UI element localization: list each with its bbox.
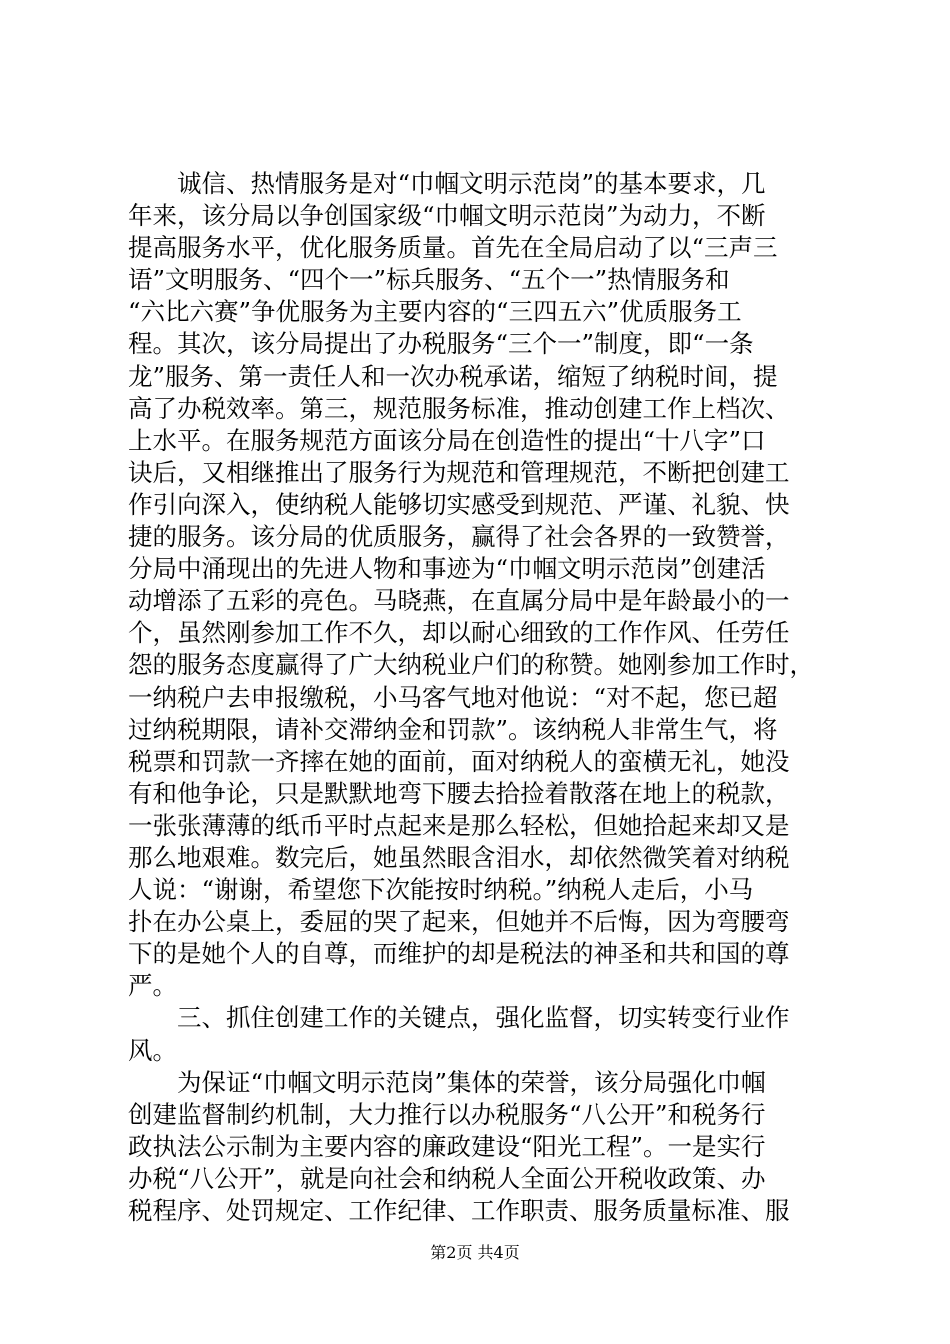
text-line: 年来，该分局以争创国家级“巾帼文明示范岗”为动力，不断	[128, 201, 766, 231]
text-line: 捷的服务。该分局的优质服务，赢得了社会各界的一致赞誉，	[128, 522, 790, 552]
text-line: 税票和罚款一齐摔在她的面前，面对纳税人的蛮横无礼，她没	[128, 746, 790, 776]
text-line: 办税“八公开”，就是向社会和纳税人全面公开税收政策、办	[128, 1163, 766, 1193]
text-line: 政执法公示制为主要内容的廉政建设“阳光工程”。一是实行	[128, 1131, 766, 1161]
page-footer	[0, 1243, 950, 1263]
text-line: 创建监督制约机制，大力推行以办税服务“八公开”和税务行	[128, 1099, 766, 1129]
section-heading-line: 风。	[128, 1035, 177, 1065]
text-line: 下的是她个人的自尊，而维护的却是税法的神圣和共和国的尊	[128, 939, 790, 969]
text-line: 上水平。在服务规范方面该分局在创造性的提出“十八字”口	[128, 425, 766, 455]
text-line: 有和他争论，只是默默地弯下腰去拾捡着散落在地上的税款，	[128, 778, 790, 808]
text-line: 一张张薄薄的纸币平时点起来是那么轻松，但她拾起来却又是	[128, 810, 790, 840]
text-line: 过纳税期限，请补交滞纳金和罚款”。该纳税人非常生气，将	[128, 714, 778, 744]
text-line: 严。	[128, 971, 177, 1001]
text-line: 动增添了五彩的亮色。马晓燕，在直属分局中是年龄最小的一	[128, 586, 790, 616]
text-line: 龙”服务、第一责任人和一次办税承诺，缩短了纳税时间，提	[128, 361, 778, 391]
text-line: 语”文明服务、“四个一”标兵服务、“五个一”热情服务和	[128, 265, 730, 295]
text-line: 一纳税户去申报缴税，小马客气地对他说：“对不起，您已超	[128, 682, 778, 712]
text-line: 高了办税效率。第三，规范服务标准，推动创建工作上档次、	[128, 393, 790, 423]
text-line: 诀后，又相继推出了服务行为规范和管理规范，不断把创建工	[128, 457, 790, 487]
text-line: 诚信、热情服务是对“巾帼文明示范岗”的基本要求，几	[128, 169, 766, 198]
section-heading-line: 三、抓住创建工作的关键点，强化监督，切实转变行业作	[128, 1003, 790, 1033]
text-line: 提高服务水平，优化服务质量。首先在全局启动了以“三声三	[128, 233, 778, 263]
text-line: 那么地艰难。数完后，她虽然眼含泪水，却依然微笑着对纳税	[128, 842, 790, 872]
text-line: 人说：“谢谢，希望您下次能按时纳税。”纳税人走后，小马	[128, 875, 754, 905]
text-line: “六比六赛”争优服务为主要内容的“三四五六”优质服务工	[128, 297, 742, 327]
text-line: 作引向深入，使纳税人能够切实感受到规范、严谨、礼貌、快	[128, 489, 790, 519]
text-line: 扑在办公桌上，委屈的哭了起来，但她并不后悔，因为弯腰弯	[128, 907, 790, 937]
document-body	[128, 168, 828, 1227]
text-line: 怨的服务态度赢得了广大纳税业户们的称赞。她刚参加工作时，	[128, 650, 814, 680]
text-line: 个，虽然刚参加工作不久，却以耐心细致的工作作风、任劳任	[128, 618, 790, 648]
text-line: 为保证“巾帼文明示范岗”集体的荣誉，该分局强化巾帼	[128, 1067, 766, 1097]
text-line: 分局中涌现出的先进人物和事迹为“巾帼文明示范岗”创建活	[128, 554, 766, 584]
text-line: 税程序、处罚规定、工作纪律、工作职责、服务质量标准、服	[128, 1196, 790, 1225]
page-number-label: 第2页 共4页	[430, 1243, 520, 1262]
text-line: 程。其次，该分局提出了办税服务“三个一”制度，即“一条	[128, 329, 754, 359]
